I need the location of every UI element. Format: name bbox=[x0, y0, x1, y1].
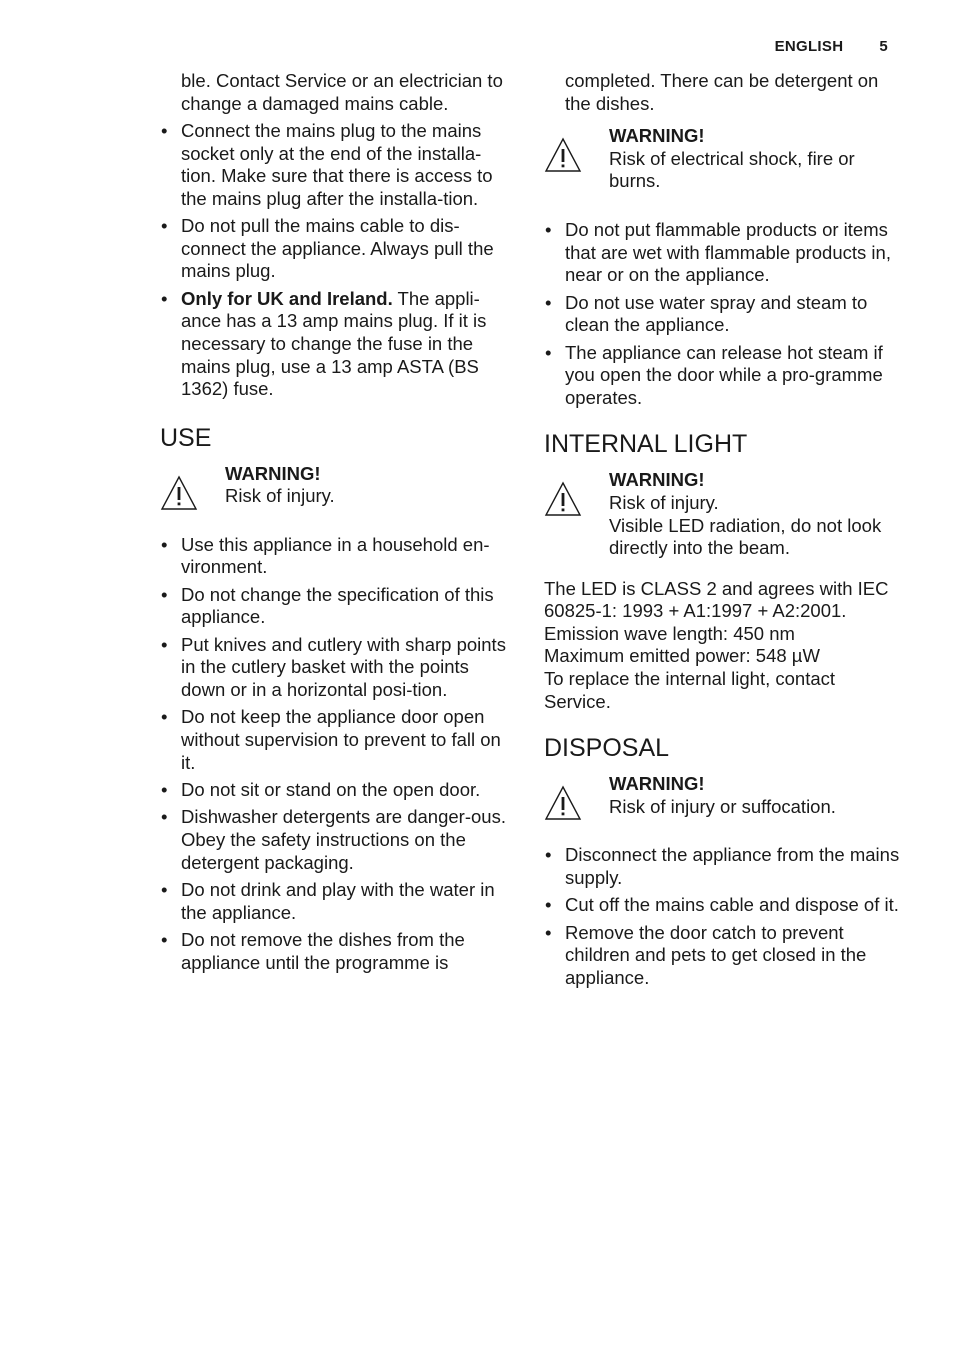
section-heading-disposal: DISPOSAL bbox=[544, 734, 670, 763]
header-language: ENGLISH bbox=[774, 38, 844, 55]
list-item: • Do not keep the appliance door open without supervision to prevent to fall on it. bbox=[160, 706, 512, 774]
led-power-text: Maximum emitted power: 548 µW bbox=[544, 645, 820, 667]
warning-title: WARNING! bbox=[609, 125, 705, 147]
uk-text: The appli-ance has a 13 amp mains plug. If it is necessary to change the fuse in the mains plug, use a 13 amp ASTA (BS 1362) fuse. bbox=[181, 287, 487, 400]
use-list bbox=[160, 534, 512, 974]
led-wavelength-text: Emission wave length: 450 nm bbox=[544, 622, 795, 644]
list-item: • Disconnect the appliance from the mains supply. bbox=[544, 844, 904, 889]
warning-box bbox=[160, 463, 512, 508]
warning-title: WARNING! bbox=[609, 469, 705, 491]
warning-text: Risk of injury or suffocation. bbox=[609, 795, 836, 817]
right-column bbox=[544, 70, 904, 994]
warning-text: Risk of electrical shock, fire or burns. bbox=[609, 147, 855, 192]
warning-text: Risk of injury. bbox=[225, 485, 335, 507]
section-heading-internal-light: INTERNAL LIGHT bbox=[544, 430, 748, 459]
disposal-list bbox=[544, 844, 904, 989]
warning-text: Visible LED radiation, do not look directly into the beam. bbox=[609, 514, 882, 559]
warning-icon bbox=[544, 137, 582, 173]
warning-text: Risk of injury. bbox=[609, 491, 719, 513]
page-number: 5 bbox=[879, 38, 888, 55]
continued-text: ble. Contact Service or an electrician to change a damaged mains cable. bbox=[181, 70, 503, 114]
warning-box bbox=[544, 773, 904, 818]
warning-title: WARNING! bbox=[609, 773, 705, 795]
led-replace-text: To replace the internal light, contact Service. bbox=[544, 668, 836, 712]
warning-icon bbox=[544, 481, 582, 517]
list-item: • Do not change the specification of this appliance. bbox=[160, 584, 512, 629]
left-column bbox=[160, 70, 512, 979]
continued-text: completed. There can be detergent on the dishes. bbox=[565, 70, 879, 114]
list-item: • Do not drink and play with the water in the appliance. bbox=[160, 879, 512, 924]
list-item: • Connect the mains plug to the mains socket only at the end of the installa-tion. Make sure that there is access to the mains plug after the installa-tion. bbox=[160, 120, 512, 210]
uk-bold-label: Only for UK and Ireland. bbox=[181, 287, 393, 309]
warning-icon bbox=[160, 475, 198, 511]
warning-box bbox=[544, 125, 904, 193]
section-heading-use: USE bbox=[160, 423, 212, 452]
list-item: • The appliance can release hot steam if you open the door while a pro-gramme operates. bbox=[544, 342, 904, 410]
led-info bbox=[544, 578, 904, 714]
safety-list bbox=[160, 120, 512, 401]
warning-icon bbox=[544, 785, 582, 821]
safety-list bbox=[544, 219, 904, 409]
list-item: • Put knives and cutlery with sharp points in the cutlery basket with the points down or in a horizontal posi-tion. bbox=[160, 634, 512, 702]
list-item: • Do not remove the dishes from the appliance until the programme is bbox=[160, 929, 512, 974]
list-item-uk bbox=[160, 288, 512, 401]
led-class-text: The LED is CLASS 2 and agrees with IEC 60825-1: 1993 + A1:1997 + A2:2001. bbox=[544, 577, 889, 622]
list-item: • Use this appliance in a household en-vironment. bbox=[160, 534, 512, 579]
list-item: • Do not sit or stand on the open door. bbox=[160, 779, 512, 802]
list-item: • Do not pull the mains cable to dis-connect the appliance. Always pull the mains plug. bbox=[160, 215, 512, 283]
list-item: • Do not use water spray and steam to clean the appliance. bbox=[544, 292, 904, 337]
warning-title: WARNING! bbox=[225, 462, 321, 484]
list-item: • Remove the door catch to prevent children and pets to get closed in the appliance. bbox=[544, 922, 904, 990]
list-item: • Cut off the mains cable and dispose of it. bbox=[544, 894, 904, 917]
page-header bbox=[775, 38, 888, 55]
warning-box bbox=[544, 469, 904, 559]
list-item: • Do not put flammable products or items that are wet with flammable products in, near or on the appliance. bbox=[544, 219, 904, 287]
list-item: • Dishwasher detergents are danger-ous. Obey the safety instructions on the detergent packaging. bbox=[160, 806, 512, 874]
